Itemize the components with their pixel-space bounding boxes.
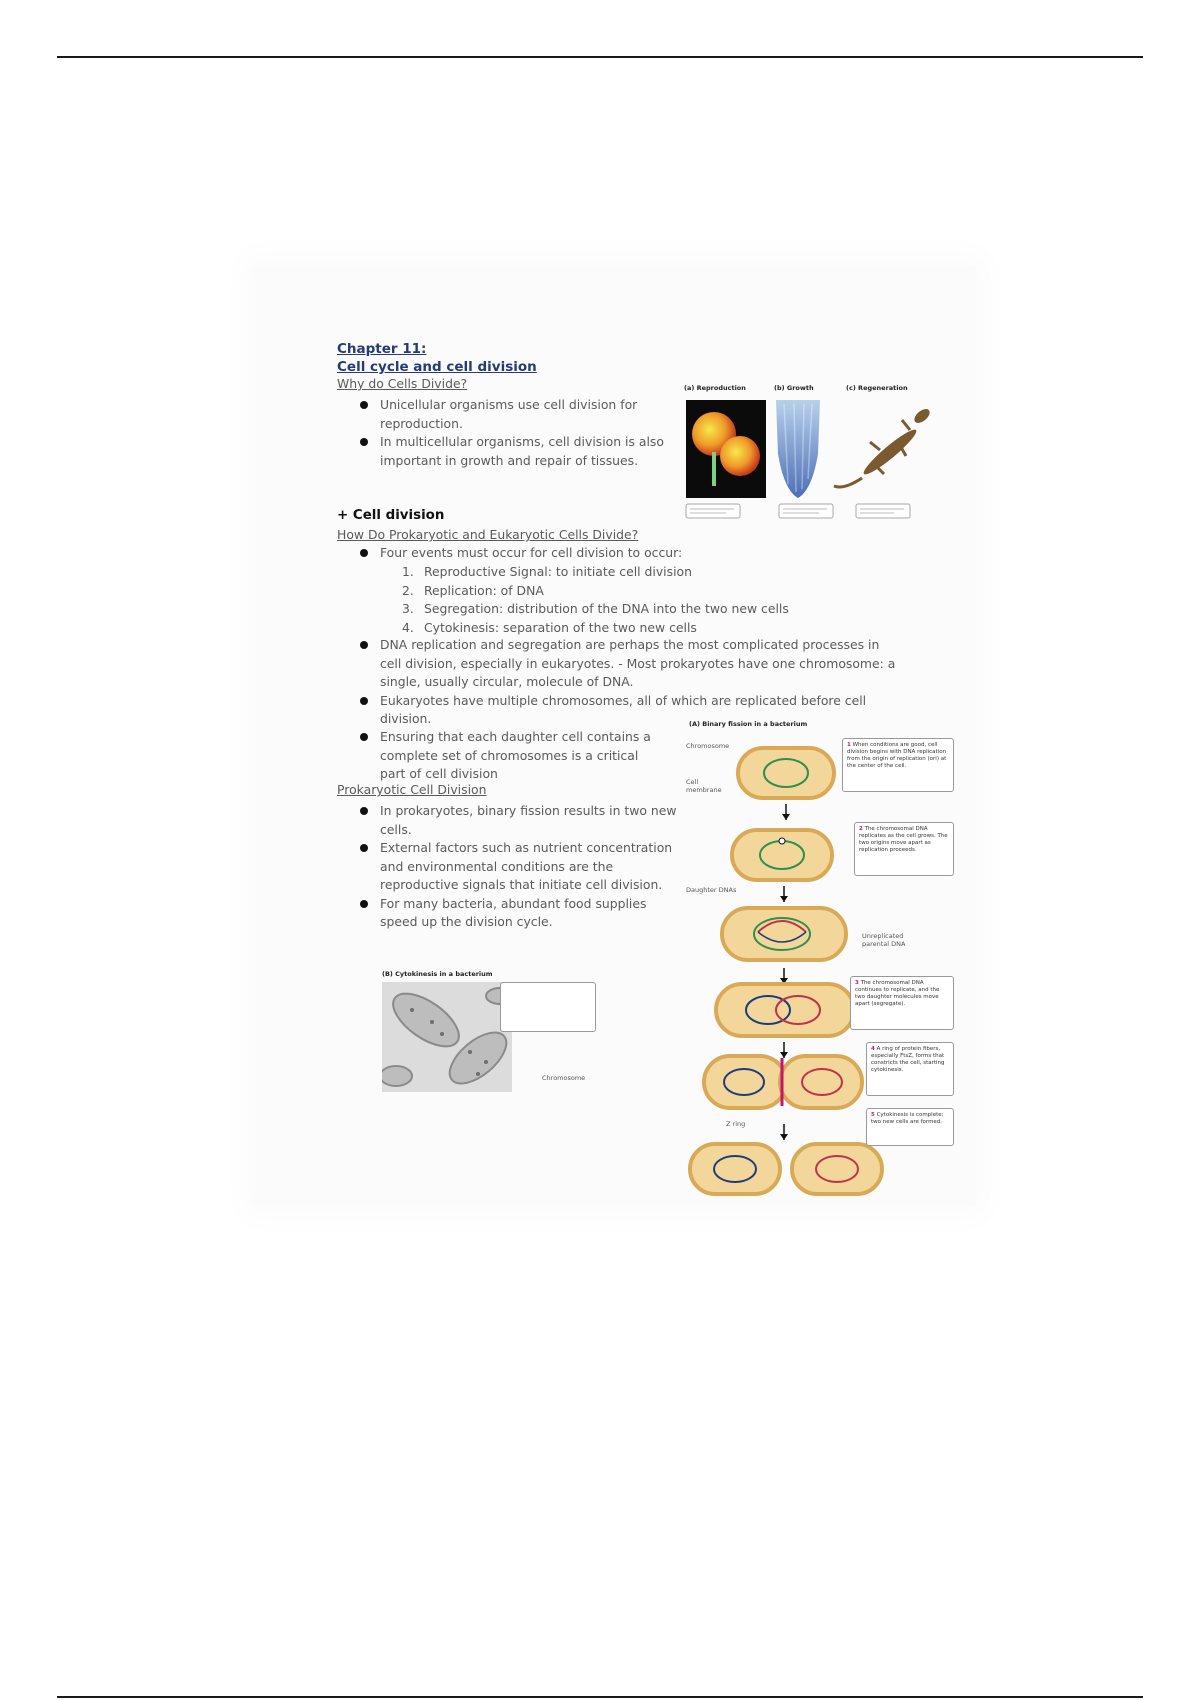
item-number: 4. <box>402 619 414 635</box>
bacterial-cell <box>722 908 846 960</box>
step-1-caption: 1 When conditions are good, cell division begins with DNA replication from the origin of replication (ori) at the center of the cell. <box>842 738 954 792</box>
chapter-title: Chapter 11: <box>337 341 427 357</box>
arrow-head <box>780 896 788 902</box>
how-divide-heading: How Do Prokaryotic and Eukaryotic Cells Divide? <box>337 527 639 542</box>
list-item: DNA replication and segregation are perhaps the most complicated processes in cell division, especially in eukaryotes. - Most prokaryotes have one chromosome: a single, usually circular, molecule of DNA. <box>337 636 897 692</box>
bacterial-cell <box>738 748 834 798</box>
step-2-caption: 2 The chromosomal DNA replicates as the cell grows. The two origins move apart as replication proceeds. <box>854 822 954 876</box>
chromosome-label: Chromosome <box>542 1074 586 1082</box>
division-bullets-narrow <box>337 728 667 784</box>
figure-title: (B) Cytokinesis in a bacterium <box>382 970 493 978</box>
panel-label: (a) Reproduction <box>684 384 746 392</box>
list-item: External factors such as nutrient concentration and environmental conditions are the reproductive signals that initiate cell division. <box>337 839 677 895</box>
bacterial-cell <box>780 1056 862 1108</box>
item-text: Segregation: distribution of the DNA into the two new cells <box>424 601 789 616</box>
step-3-caption: 3 The chromosomal DNA continues to replicate, and the two daughter molecules move apart (segregate). <box>850 976 954 1030</box>
item-number: 1. <box>402 564 414 579</box>
list-item: Ensuring that each daughter cell contains a complete set of chromosomes is a critical part of cell division <box>337 728 667 784</box>
prokaryotic-heading: Prokaryotic Cell Division <box>337 782 487 797</box>
four-events-list <box>402 563 902 637</box>
division-bullets-wide <box>337 636 897 729</box>
list-item <box>402 563 902 582</box>
why-heading: Why do Cells Divide? <box>337 376 468 391</box>
bacterial-cell <box>704 1056 786 1108</box>
list-item: Eukaryotes have multiple chromosomes, all of which are replicated before cell division. <box>337 692 897 729</box>
step-4-caption: 4 A ring of protein fibers, especially FtsZ, forms that constricts the cell, starting cytokinesis. <box>866 1042 954 1096</box>
item-text: Reproductive Signal: to initiate cell division <box>424 564 692 579</box>
unreplicated-dna-label: Unreplicated parental DNA <box>862 932 906 948</box>
item-number: 2. <box>402 582 414 598</box>
arrow-head <box>780 1052 788 1058</box>
list-item <box>402 619 902 638</box>
item-number: 3. <box>402 601 414 616</box>
chapter-subtitle: Cell cycle and cell division <box>337 359 537 375</box>
why-divide-figure <box>684 384 946 524</box>
top-rule <box>57 56 1143 58</box>
bacterial-cell <box>716 984 854 1036</box>
caption-box <box>500 982 596 1032</box>
cell-division-heading: + Cell division <box>337 508 445 523</box>
micrograph-illustration <box>382 982 512 1092</box>
list-item <box>402 582 902 601</box>
item-text: Replication: of DNA <box>424 582 544 598</box>
daughter-dnas-label: Daughter DNAs <box>686 886 737 894</box>
events-intro-list <box>337 544 897 563</box>
bacterial-cell <box>792 1144 882 1194</box>
bottom-rule <box>57 1696 1143 1698</box>
step-5-caption: 5 Cytokinesis is complete; two new cells are formed. <box>866 1108 954 1146</box>
panel-label: (c) Regeneration <box>846 384 908 392</box>
list-item: In multicellular organisms, cell division is also important in growth and repair of tissues. <box>337 433 667 470</box>
why-bullets <box>337 396 667 470</box>
list-item: Unicellular organisms use cell division for reproduction. <box>337 396 667 433</box>
arrow-head <box>780 1134 788 1140</box>
figure-title: (A) Binary fission in a bacterium <box>689 720 808 728</box>
item-text: Cytokinesis: separation of the two new cells <box>424 619 697 635</box>
bacterial-cell <box>690 1144 780 1194</box>
panel-label: (b) Growth <box>774 384 814 392</box>
cytokinesis-figure <box>382 970 602 1098</box>
cell-membrane-label: Cell membrane <box>686 778 722 794</box>
list-item: For many bacteria, abundant food supplies speed up the division cycle. <box>337 895 677 932</box>
chromosome-label: Chromosome <box>686 742 730 750</box>
list-item: Four events must occur for cell division to occur: <box>337 544 897 563</box>
list-item: In prokaryotes, binary fission results in two new cells. <box>337 802 677 839</box>
arrow-head <box>782 814 790 820</box>
why-divide-illustration <box>684 394 946 534</box>
prokaryotic-bullets <box>337 802 677 932</box>
origin-marker <box>779 838 785 844</box>
binary-fission-figure <box>686 720 966 1202</box>
list-item <box>402 600 902 619</box>
z-ring-label: Z ring <box>726 1120 746 1128</box>
